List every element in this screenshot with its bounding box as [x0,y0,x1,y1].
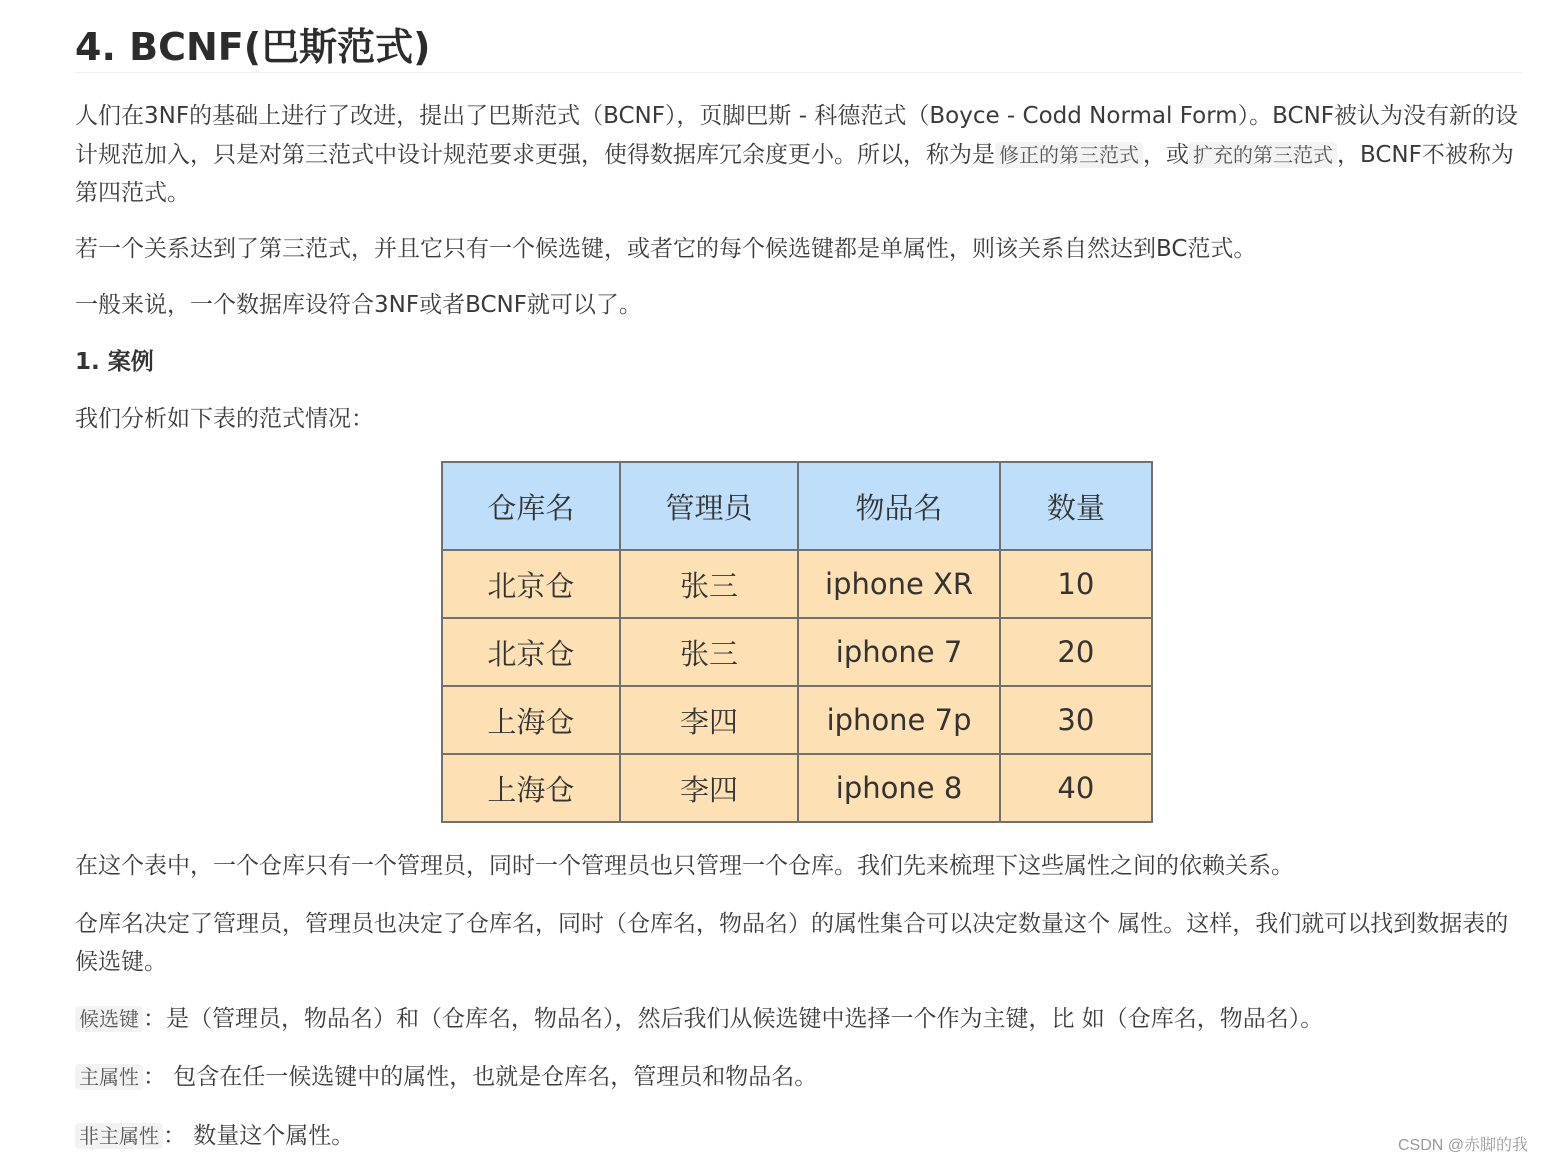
column-header-warehouse: 仓库名 [442,462,620,550]
subheading-example: 1. 案例 [75,348,154,375]
table-row [442,550,1152,618]
paragraph-text: ，BCNF不被称为第四范式。 [75,141,1514,206]
warehouse-table [441,461,1153,823]
paragraph-bcnf-intro [75,97,1523,213]
paragraph-prime-attribute [75,1058,1523,1097]
table-cell: iphone 7 [798,618,999,686]
section-heading: 4. BCNF(巴斯范式) [75,0,1523,73]
inline-code-candidate-key: 候选键 [75,1006,143,1032]
table-cell: 张三 [620,618,799,686]
table-row [442,686,1152,754]
paragraph-text: 人们在3NF的基础上进行了改进，提出了巴斯范式（BCNF），页脚巴斯 - 科德范式（Boyce - Codd Normal Form）。BCNF被认为没有新的设计规范加入，只是对第三范式中设计规范要求更强，使得数据库冗余度更小。所以，称为是 [75,103,1519,168]
inline-code-non-prime-attribute: 非主属性 [75,1123,163,1149]
table-cell: 30 [1000,686,1152,754]
paragraph-text: ，或 [1143,141,1189,168]
paragraph-text: ： 包含在任一候选键中的属性，也就是仓库名，管理员和物品名。 [143,1064,818,1090]
column-header-manager: 管理员 [620,462,799,550]
table-cell: 上海仓 [442,686,620,754]
table-cell: iphone 7p [798,686,999,754]
inline-code-extended-3nf: 扩充的第三范式 [1189,142,1337,168]
paragraph-text: ： 数量这个属性。 [163,1122,355,1149]
table-row [442,754,1152,822]
paragraph-bc-condition: 若一个关系达到了第三范式，并且它只有一个候选键，或者它的每个候选键都是单属性，则该关系自然达到BC范式。 [75,235,1257,262]
inline-code-prime-attribute: 主属性 [75,1064,143,1090]
table-cell: 上海仓 [442,754,620,822]
paragraph-text: ：是（管理员，物品名）和（仓库名，物品名），然后我们从候选键中选择一个作为主键，比 如（仓库名，物品名）。 [143,1005,1324,1032]
paragraph-candidate-key [75,1000,1523,1039]
table-cell: iphone XR [798,550,999,618]
table-cell: 李四 [620,754,799,822]
table-header-row [442,462,1152,550]
column-header-item: 物品名 [798,462,999,550]
article-content [75,0,1523,1155]
paragraph-analyze: 我们分析如下表的范式情况： [75,405,374,432]
table-cell: 李四 [620,686,799,754]
paragraph-dependency: 在这个表中，一个仓库只有一个管理员，同时一个管理员也只管理一个仓库。我们先来梳理下这些属性之间的依赖关系。 [75,853,1294,879]
table-cell: 北京仓 [442,550,620,618]
table-cell: 20 [1000,618,1152,686]
table-row [442,618,1152,686]
column-header-quantity: 数量 [1000,462,1152,550]
csdn-watermark: CSDN @赤脚的我 [1397,1137,1528,1154]
inline-code-revised-3nf: 修正的第三范式 [995,142,1143,168]
table-figure [441,461,1151,823]
table-cell: 张三 [620,550,799,618]
paragraph-candidate-key-intro: 仓库名决定了管理员，管理员也决定了仓库名，同时（仓库名，物品名）的属性集合可以决定数量这个 属性。这样，我们就可以找到数据表的候选键。 [75,910,1509,975]
paragraph-non-prime-attribute [75,1117,1523,1156]
table-cell: 10 [1000,550,1152,618]
table-cell: 北京仓 [442,618,620,686]
paragraph-general: 一般来说，一个数据库设符合3NF或者BCNF就可以了。 [75,292,642,318]
table-cell: 40 [1000,754,1152,822]
table-cell: iphone 8 [798,754,999,822]
